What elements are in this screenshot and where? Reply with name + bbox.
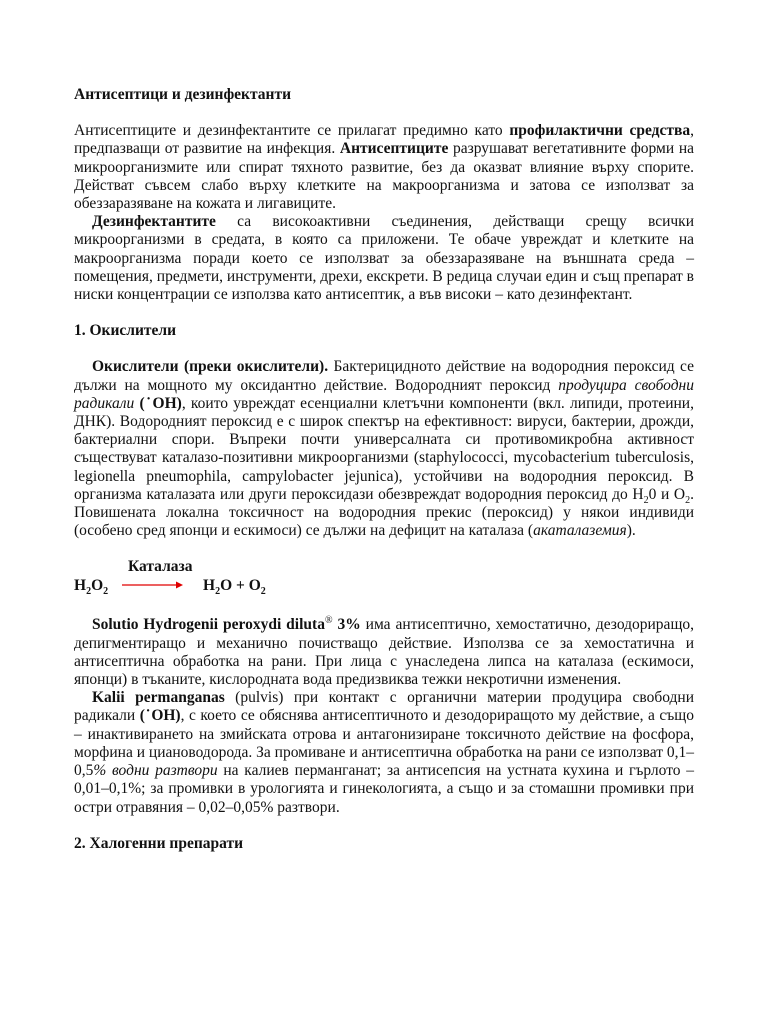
- catalase-reaction: [74, 558, 694, 598]
- reaction-products: [203, 577, 266, 598]
- subscript: 2: [685, 494, 691, 506]
- reaction-arrow-icon: [122, 580, 184, 590]
- text-run: , с което се обяснява антисептичното и дезодориращото му действие, а също – инактивирането на змийската отрова и антагонизиране токсичното действие на фосфора, морфина и циановодорода. За промиване и антисептична обработка на рани се използват 0,1–0,5: [74, 707, 694, 780]
- bold-term: (˙OH): [134, 394, 182, 412]
- reaction-catalyst: Каталаза: [128, 558, 193, 576]
- reaction-reactant: [74, 577, 109, 598]
- bold-term: Kalii permanganas: [92, 689, 225, 707]
- text-run: разрушават вегетативните форми на микроорганизмите или спират тяхното развитие, без да оказват влияние върху спорите. Действат съвсем слабо върху клетките на макроорганизма и затова се използват за обеззаразяване на кожата и лигавиците.: [74, 140, 694, 213]
- text-run: O + O: [220, 577, 261, 595]
- subscript: 2: [643, 494, 649, 506]
- bold-term: Дезинфектантите: [92, 213, 216, 231]
- bold-term: 3%: [332, 616, 361, 634]
- italic-term: продуцира свободни радикали: [74, 376, 694, 412]
- oxidizers-paragraph: [74, 358, 694, 540]
- text-run: ).: [626, 522, 636, 540]
- document-page: [74, 86, 694, 853]
- text-run: . Повишената локална токсичност на водородния прекис (пероксид) у някои индивиди (особено сред японци и ескимоси) се дължи на дефицит на каталаза (: [74, 485, 694, 540]
- hydrogen-peroxide-paragraph: [74, 616, 694, 689]
- document-title: Антисептици и дезинфектанти: [74, 86, 292, 103]
- text-run: O: [91, 577, 104, 595]
- text-run: 0 и O: [648, 485, 686, 503]
- text-run: , предпазващи от развитие на инфекция.: [74, 122, 694, 158]
- subscript: 2: [86, 586, 92, 598]
- bold-term: профилактични средства: [509, 122, 691, 140]
- registered-mark: ®: [324, 615, 333, 627]
- text-run: , които увреждат есенциални клетъчни компоненти (вкл. липиди, протеини, ДНК). Водородният пероксид е с широк спектър на ефективност: вируси, бактерии, дрожди, бактериални спори. Въпреки почти универсалната си противомикробна активност съществуват каталазо-позитивни микроорганизми (staphylococci, mycobacterium tuberculosis, legionella pneumophila, campylobacter jejunica), устойчиви на водородния пероксид. В организма каталазата или други пероксидази обезвреждат водородния пероксид до H: [74, 394, 694, 503]
- section-heading-halogens: 2. Халогенни препарати: [74, 834, 244, 852]
- text-run: H: [74, 577, 87, 595]
- text-run: има антисептично, хемостатично, дезодориращо, депигментиращо и механично почистващо действие. Използва се за хемостатична и антисептична обработка на рани. При лица с унаследена липса на каталаза (ескимоси, японци) в тъканите, кислородната вода предизвиква тежки некротични изменения.: [74, 616, 695, 689]
- text-run: H: [203, 577, 216, 595]
- bold-term: Антисептиците: [339, 140, 449, 158]
- text-run: Антисептиците и дезинфектантите се прилагат предимно като: [74, 122, 510, 140]
- permanganate-paragraph: [74, 689, 694, 816]
- text-run: (pulvis) при контакт с органични материи продуцира свободни радикали: [74, 689, 694, 725]
- text-run: са високоактивни съединения, действащи срещу всички микроорганизми в средата, в която са приложени. Те обаче увреждат и клетките на макроорганизма поради което се използват за обеззаразяване на външната среда – помещения, предмети, инструменти, дрехи, екскрети. В редица случаи един и същ препарат в ниски концентрации се използва като антисептик, а във високи – като дезинфектант.: [74, 213, 694, 304]
- bold-term: Solutio Hydrogenii peroxydi diluta: [92, 616, 325, 634]
- italic-term: акаталаземия: [533, 522, 627, 540]
- text-run: Бактерицидното действие на водородния пероксид се дължи на мощното му оксидантно действие. Водородният пероксид: [74, 358, 694, 394]
- subscript: 2: [215, 586, 221, 598]
- bold-term: (˙OH): [139, 707, 181, 725]
- text-run: на калиев перманганат; за антисепсия на устната кухина и гърлото – 0,01–0,1%; за промивки в урологията и гинекологията, а също и за стомашни промивки при остри отравяния – 0,02–0,05% разтвори.: [74, 762, 695, 816]
- italic-term: % водни разтвори: [93, 762, 218, 780]
- subscript: 2: [260, 586, 266, 598]
- bold-term: Окислители (преки окислители).: [92, 358, 329, 376]
- intro-paragraph-1: [74, 122, 694, 213]
- intro-paragraph-2: [74, 213, 694, 304]
- subscript: 2: [103, 586, 109, 598]
- section-heading-oxidizers: 1. Окислители: [74, 322, 177, 340]
